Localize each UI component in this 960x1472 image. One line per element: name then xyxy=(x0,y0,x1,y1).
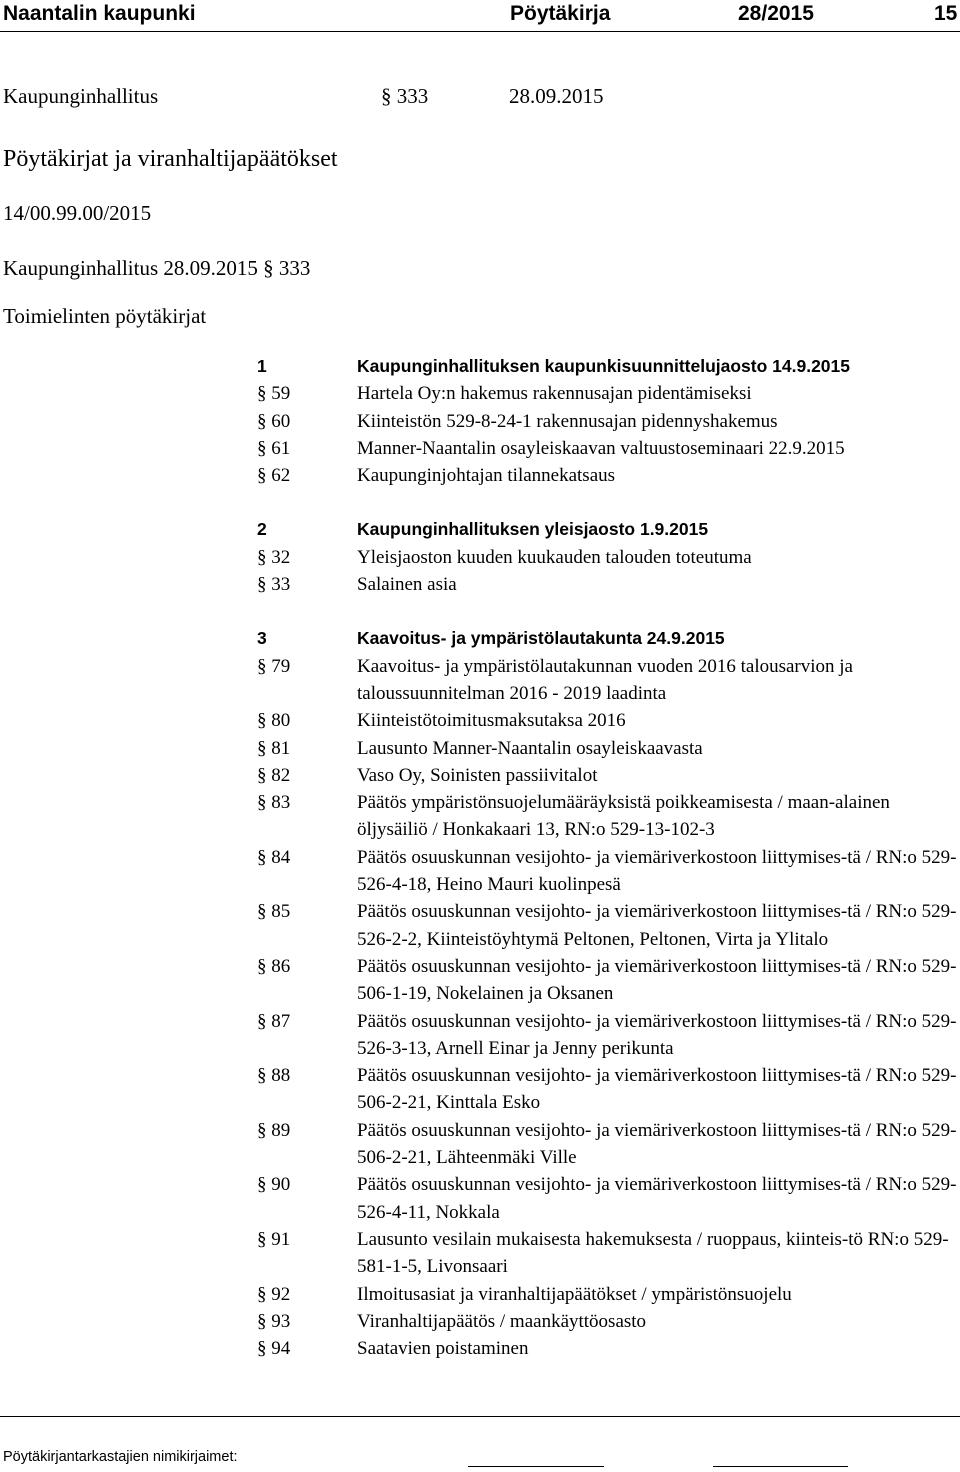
item-text: Kaupunginjohtajan tilannekatsaus xyxy=(357,465,616,487)
header-rule xyxy=(0,31,960,32)
section-title: Kaupunginhallituksen yleisjaosto 1.9.2015 xyxy=(357,519,709,540)
list-item xyxy=(257,380,957,407)
paragraph-number: § 83 xyxy=(257,792,291,814)
list-item xyxy=(257,762,957,789)
paragraph-number: § 32 xyxy=(257,546,291,568)
list-item xyxy=(257,1008,957,1063)
section-num: 1 xyxy=(257,356,267,376)
paragraph-number: § 86 xyxy=(257,955,291,977)
list-item xyxy=(257,1117,957,1172)
item-text: Kiinteistötoimitusmaksutaksa 2016 xyxy=(357,710,626,732)
item-text: Päätös osuuskunnan vesijohto- ja viemäriverkostoon liittymises-tä / RN:o 529-506-1-19, Nokelainen ja Oksanen xyxy=(357,955,957,1005)
item-text: Päätös osuuskunnan vesijohto- ja viemäriverkostoon liittymises-tä / RN:o 529-526-4-18, Heino Mauri kuolinpesä xyxy=(357,846,957,896)
list-item xyxy=(257,435,957,462)
paragraph-number: § 79 xyxy=(257,655,291,677)
item-text: Lausunto Manner-Naantalin osayleiskaavasta xyxy=(357,737,703,759)
item-text: Päätös osuuskunnan vesijohto- ja viemäriverkostoon liittymises-tä / RN:o 529-526-3-13, Arnell Einar ja Jenny perikunta xyxy=(357,1010,957,1059)
list-item xyxy=(257,408,957,435)
section-heading xyxy=(257,516,957,543)
paragraph-number: § 62 xyxy=(257,465,291,487)
list-item xyxy=(257,1062,957,1117)
page-number: 15 xyxy=(934,2,958,25)
footer-rule xyxy=(0,1416,960,1417)
item-text: Kiinteistön 529-8-24-1 rakennusajan pidennyshakemus xyxy=(357,410,778,432)
section-heading xyxy=(257,625,957,652)
section-number: § 333 xyxy=(381,84,429,108)
section-title: Kaavoitus- ja ympäristölautakunta 24.9.2015 xyxy=(357,628,725,649)
item-text: Päätös osuuskunnan vesijohto- ja viemäriverkostoon liittymises-tä / RN:o 529-506-2-21, Kinttala Esko xyxy=(357,1065,957,1114)
org-name: Naantalin kaupunki xyxy=(3,2,196,25)
item-text: Kaavoitus- ja ympäristölautakunnan vuoden 2016 talousarvion ja taloussuunnitelman 2016 - 2019 laadinta xyxy=(357,655,853,704)
item-text: Manner-Naantalin osayleiskaavan valtuustoseminaari 22.9.2015 xyxy=(357,437,845,459)
list-item xyxy=(257,844,957,899)
footer-label: Pöytäkirjantarkastajien nimikirjaimet: xyxy=(3,1449,238,1465)
list-item xyxy=(257,898,957,953)
meeting-date: 28.09.2015 xyxy=(509,84,604,108)
section-num: 2 xyxy=(257,519,267,540)
list-item xyxy=(257,953,957,1008)
list-item xyxy=(257,1226,957,1281)
item-text: Lausunto vesilain mukaisesta hakemuksesta / ruoppaus, kiinteis-tö RN:o 529-581-1-5, Livonsaari xyxy=(357,1228,949,1278)
subheader xyxy=(0,82,960,110)
item-text: Ilmoitusasiat ja viranhaltijapäätökset / ympäristönsuojelu xyxy=(357,1283,792,1305)
item-text: Viranhaltijapäätös / maankäyttöosasto xyxy=(357,1310,647,1332)
item-text: Vaso Oy, Soinisten passiivitalot xyxy=(357,764,598,786)
item-text: Päätös ympäristönsuojelumääräyksistä poikkeamisesta / maan-alainen öljysäiliö / Honkakaari 13, RN:o 529-13-102-3 xyxy=(357,792,890,841)
section-title: Kaupunginhallituksen kaupunkisuunnittelujaosto 14.9.2015 xyxy=(357,356,851,376)
section-heading xyxy=(257,353,957,380)
list-item xyxy=(257,707,957,734)
signature-line xyxy=(468,1466,604,1467)
doc-type: Pöytäkirja xyxy=(510,2,611,25)
paragraph-number: § 91 xyxy=(257,1228,291,1250)
topic-title: Pöytäkirjat ja viranhaltijapäätökset xyxy=(3,146,338,172)
item-text: Salainen asia xyxy=(357,574,457,596)
list-item xyxy=(257,1281,957,1308)
list-item xyxy=(257,1308,957,1335)
list-item xyxy=(257,735,957,762)
paragraph-number: § 88 xyxy=(257,1065,291,1087)
section-num: 3 xyxy=(257,628,267,649)
list-item xyxy=(257,653,957,708)
diary-number: 14/00.99.00/2015 xyxy=(3,201,152,225)
item-text: Päätös osuuskunnan vesijohto- ja viemäriverkostoon liittymises-tä / RN:o 529-526-2-2, Kiinteistöyhtymä Peltonen, Peltonen, Virta ja Ylitalo xyxy=(357,901,957,950)
list-item xyxy=(257,1171,957,1226)
list-item xyxy=(257,571,957,598)
paragraph-number: § 81 xyxy=(257,737,291,759)
reference-line: Kaupunginhallitus 28.09.2015 § 333 xyxy=(3,256,311,280)
list-item xyxy=(257,462,957,489)
item-text: Päätös osuuskunnan vesijohto- ja viemäriverkostoon liittymises-tä / RN:o 529-526-4-11, Nokkala xyxy=(357,1174,957,1223)
paragraph-number: § 87 xyxy=(257,1010,291,1032)
paragraph-number: § 59 xyxy=(257,383,291,405)
minutes-number: 28/2015 xyxy=(738,2,814,25)
paragraph-number: § 85 xyxy=(257,901,291,923)
list-item xyxy=(257,789,957,844)
item-text: Päätös osuuskunnan vesijohto- ja viemäriverkostoon liittymises-tä / RN:o 529-506-2-21, Lähteenmäki Ville xyxy=(357,1119,957,1169)
spacer xyxy=(257,598,957,625)
page-header xyxy=(0,0,960,30)
paragraph-number: § 94 xyxy=(257,1338,291,1360)
spacer xyxy=(257,489,957,516)
paragraph-number: § 89 xyxy=(257,1119,291,1141)
subtitle: Toimielinten pöytäkirjat xyxy=(3,304,207,328)
body-name: Kaupunginhallitus xyxy=(3,84,159,108)
paragraph-number: § 33 xyxy=(257,574,291,596)
list-item xyxy=(257,1335,957,1362)
paragraph-number: § 61 xyxy=(257,437,291,459)
item-text: Yleisjaoston kuuden kuukauden talouden toteutuma xyxy=(357,546,752,568)
paragraph-number: § 90 xyxy=(257,1174,291,1196)
paragraph-number: § 80 xyxy=(257,710,291,732)
paragraph-number: § 60 xyxy=(257,410,291,432)
minutes-list xyxy=(257,353,957,1362)
paragraph-number: § 82 xyxy=(257,764,291,786)
item-text: Hartela Oy:n hakemus rakennusajan pidentämiseksi xyxy=(357,383,752,405)
paragraph-number: § 84 xyxy=(257,846,291,868)
signature-line xyxy=(713,1466,848,1467)
paragraph-number: § 93 xyxy=(257,1310,291,1332)
list-item xyxy=(257,544,957,571)
item-text: Saatavien poistaminen xyxy=(357,1338,529,1360)
paragraph-number: § 92 xyxy=(257,1283,291,1305)
